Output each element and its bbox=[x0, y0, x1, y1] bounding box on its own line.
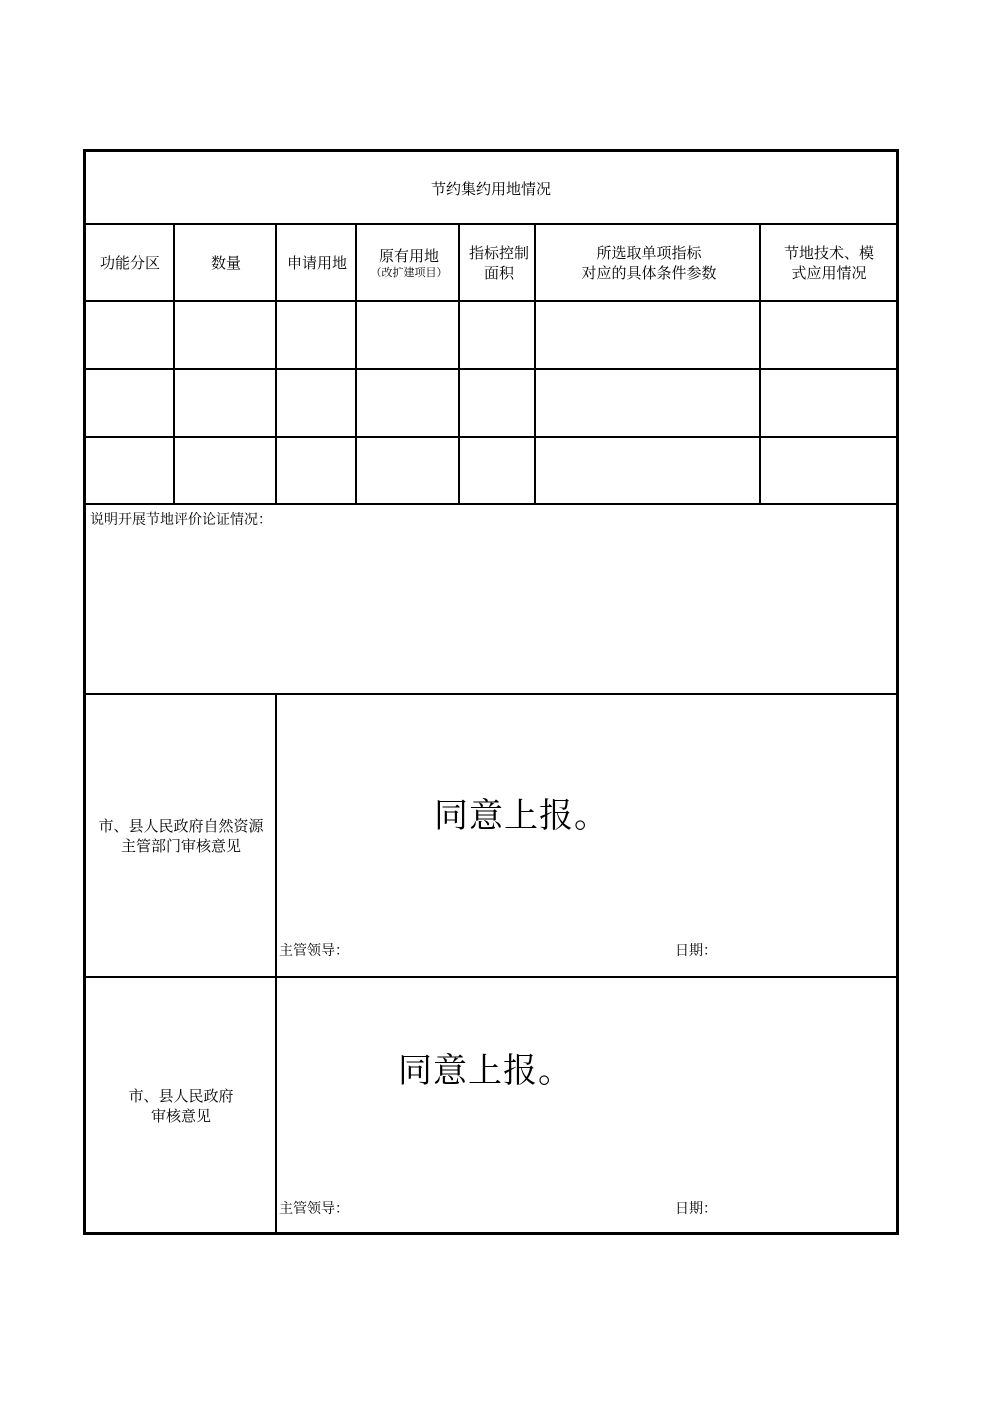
table-cell[interactable] bbox=[536, 302, 758, 367]
header-sublabel: （改扩建项目） bbox=[370, 266, 448, 279]
header-indicator-params bbox=[538, 224, 760, 302]
divider bbox=[86, 368, 896, 370]
header-label-line2: 式应用情况 bbox=[791, 264, 867, 282]
leader-signature-field[interactable] bbox=[348, 936, 648, 960]
header-land-saving-tech bbox=[762, 224, 896, 302]
table-cell[interactable] bbox=[88, 302, 172, 367]
section-label-line2: 审核意见 bbox=[150, 1107, 211, 1125]
header-requested-land bbox=[278, 224, 356, 302]
natural-resources-review-label bbox=[86, 695, 276, 976]
header-quantity bbox=[176, 224, 276, 302]
date-field[interactable] bbox=[718, 1194, 888, 1218]
section-label-line1: 市、县人民政府 bbox=[128, 1087, 234, 1105]
review-opinion: 同意上报。 bbox=[398, 1051, 573, 1091]
header-label: 指标控制 bbox=[468, 244, 529, 262]
header-indicator-area bbox=[462, 224, 536, 302]
date-label: 日期： bbox=[675, 943, 717, 959]
header-label-line2: 面积 bbox=[483, 264, 514, 282]
table-title: 节约集约用地情况 bbox=[430, 179, 551, 198]
header-label: 节地技术、模 bbox=[783, 244, 874, 262]
header-label: 原有用地 bbox=[378, 247, 439, 265]
government-review-label bbox=[86, 978, 276, 1234]
date-label: 日期： bbox=[675, 1201, 717, 1217]
header-existing-land bbox=[358, 224, 460, 302]
header-label-line2: 对应的具体条件参数 bbox=[581, 264, 717, 282]
header-label: 申请用地 bbox=[286, 254, 347, 272]
evaluation-note-area[interactable] bbox=[88, 530, 894, 690]
divider bbox=[86, 503, 896, 505]
evaluation-note-label: 说明开展节地评价论证情况： bbox=[90, 512, 272, 528]
table-cell[interactable] bbox=[761, 302, 895, 367]
header-functional-zone bbox=[86, 224, 174, 302]
section-label-line2: 主管部门审核意见 bbox=[120, 836, 241, 855]
column-divider bbox=[458, 224, 460, 505]
header-label: 所选取单项指标 bbox=[596, 244, 702, 262]
leader-label: 主管领导： bbox=[279, 943, 349, 959]
review-opinion: 同意上报。 bbox=[434, 796, 609, 836]
land-use-form bbox=[83, 149, 899, 1235]
leader-signature-field[interactable] bbox=[348, 1194, 648, 1218]
section-label-line1: 市、县人民政府自然资源 bbox=[98, 816, 264, 835]
header-label: 数量 bbox=[210, 254, 241, 272]
header-label: 功能分区 bbox=[99, 254, 160, 272]
column-divider bbox=[173, 224, 175, 505]
table-cell[interactable] bbox=[177, 302, 274, 367]
date-field[interactable] bbox=[718, 936, 888, 960]
divider bbox=[86, 436, 896, 438]
column-divider bbox=[275, 224, 277, 505]
leader-label: 主管领导： bbox=[279, 1201, 349, 1217]
table-cell[interactable] bbox=[357, 302, 457, 367]
